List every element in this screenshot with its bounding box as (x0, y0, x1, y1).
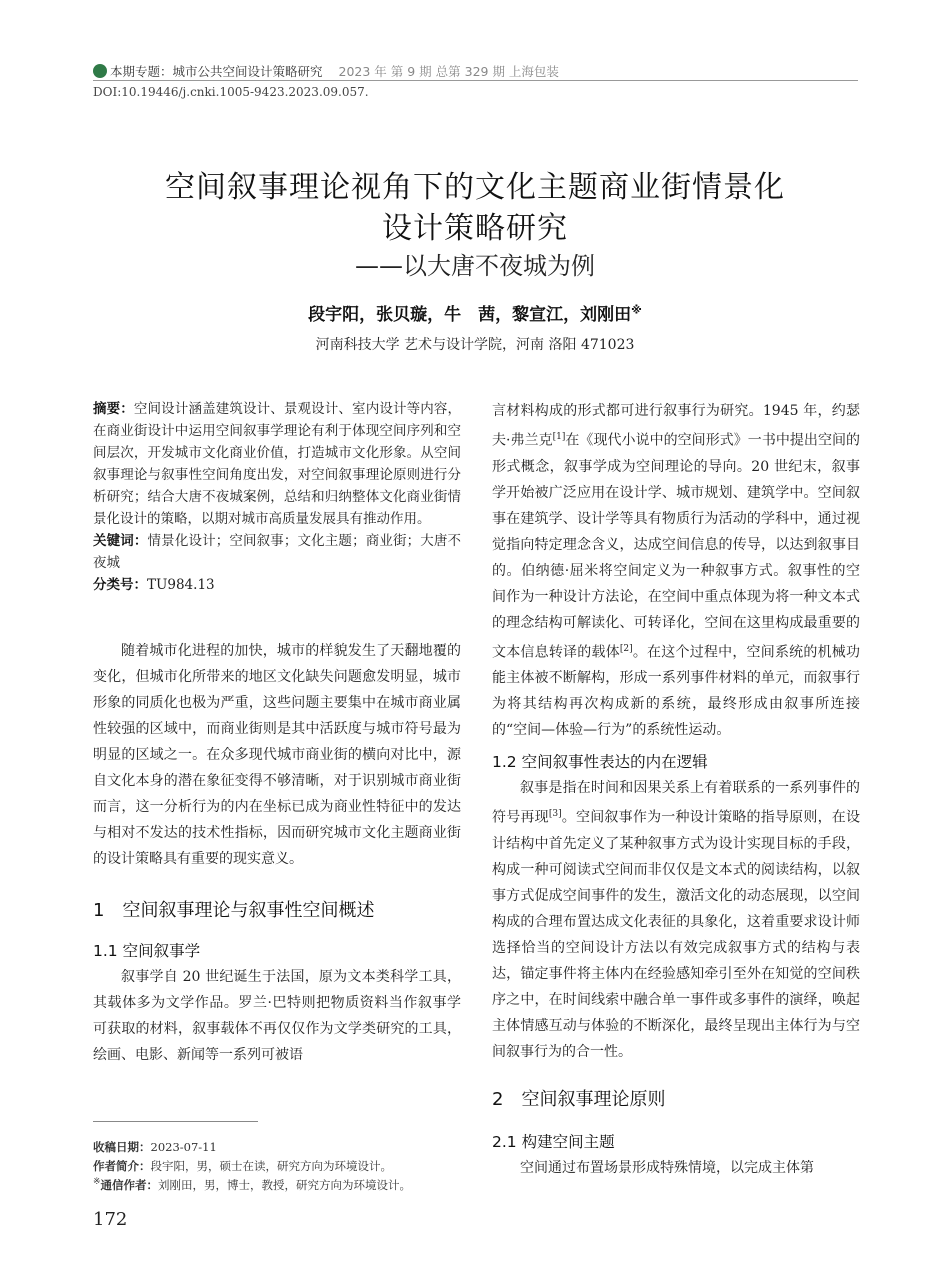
section-2-1-heading: 2.1 构建空间主题 (492, 1132, 615, 1151)
section-1-2-paragraph (492, 775, 860, 1065)
author-bio-label: 作者简介： (93, 1159, 151, 1173)
text-run: 叙事是指在时间和因果关系上有着联系的一系列事件的符号再现 (492, 780, 860, 826)
footnote-corresponding (93, 1177, 411, 1193)
doi: DOI:10.19446/j.cnki.1005-9423.2023.09.057. (93, 85, 369, 99)
text-run: 言材料构成的形式都可进行叙事行为研究。1945 年，约瑟夫·弗兰克 (492, 403, 860, 449)
title-line-1: 空间叙事理论视角下的文化主题商业街情景化 (165, 170, 785, 205)
corresponding-mark: ※ (631, 303, 642, 317)
classification-code: TU984.13 (147, 577, 215, 593)
page-number: 172 (93, 1209, 128, 1230)
right-column (492, 398, 860, 1181)
footnote-received (93, 1139, 217, 1155)
affiliation: 河南科技大学 艺术与设计学院，河南 洛阳 471023 (315, 337, 635, 353)
citation-2: [2] (619, 643, 633, 654)
abstract-text: 空间设计涵盖建筑设计、景观设计、室内设计等内容，在商业街设计中运用空间叙事学理论有利于体现空间序列和空间层次，开发城市文化商业价值，打造城市文化形象。从空间叙事理论与叙事性空间角度出发，对空间叙事理论原则进行分析研究；结合大唐不夜城案例，总结和归纳整体文化商业街情景化设计的策略，以期对城市高质量发展具有推动作用。 (93, 401, 462, 527)
corresponding-footnote-mark: ※ (93, 1177, 101, 1188)
section-1-2-heading: 1.2 空间叙事性表达的内在逻辑 (492, 753, 708, 772)
running-header (93, 62, 858, 82)
received-label: 收稿日期： (93, 1140, 151, 1154)
corresponding-label: 通信作者： (100, 1178, 159, 1192)
keywords (93, 530, 461, 574)
footnote-divider (93, 1121, 258, 1122)
corresponding-author: 刘刚田，男，博士，教授，研究方向为环境设计。 (158, 1178, 412, 1192)
classification (93, 574, 461, 596)
text-run: 在《现代小说中的空间形式》一书中提出空间的形式概念，叙事学成为空间理论的导向。20 世纪末，叙事学开始被广泛应用在设计学、城市规划、建筑学中。空间叙事在建筑学、设计学等具有物质行为活动的学科中，通过视觉指向特定理念含义，达成空间信息的传导，以达到叙事目的。伯纳德·屈米将空间定义为一种叙事方式。叙事性的空间作为一种设计方法论，在空间中重点体现为将一种文本式的理念结构可解读化、可转译化，空间在这里构成最重要的文本信息转译的载体 (492, 432, 861, 661)
journal-logo-icon (93, 64, 107, 78)
citation-1: [1] (552, 432, 566, 442)
citation-3: [3] (548, 809, 562, 820)
keywords-text: 情景化设计；空间叙事；文化主题；商业街；大唐不夜城 (93, 533, 462, 571)
received-date: 2023-07-11 (150, 1140, 217, 1154)
text-run: 。空间叙事作为一种设计策略的指导原则，在设计结构中首先定义了某种叙事方式为设计实现目标的手段，构成一种可阅读式空间而非仅仅是文本式的阅读结构，以叙事方式促成空间事件的发生，激活文化的动态展现，以空间构成的合理布置达成文化表征的具象化，这着重要求设计师选择恰当的空间设计方法以有效完成叙事方式的结构与表达，锚定事件将主体内在经验感知牵引至外在知觉的空间秩序之中，在时间线索中融合单一事件或多事件的演绎，唤起主体情感互动与体验的不断深化，最终呈现出主体行为与空间叙事行为的合一性。 (492, 809, 861, 1060)
section-2-1-paragraph: 空间通过布置场景形成特殊情境，以完成主体第 (520, 1159, 814, 1176)
header-topic: 本期专题：城市公共空间设计策略研究 (110, 64, 323, 79)
section-1-1-heading: 1.1 空间叙事学 (93, 942, 201, 960)
authors (60, 300, 890, 325)
footnote-author (93, 1158, 392, 1174)
abstract-label: 摘要： (93, 401, 134, 417)
abstract (93, 398, 461, 530)
subtitle: ——以大唐不夜城为例 (355, 252, 595, 280)
keywords-label: 关键词： (93, 533, 148, 549)
header-divider (93, 80, 858, 81)
title-line-2: 设计策略研究 (382, 211, 568, 246)
section-1-1-paragraph: 叙事学自 20 世纪诞生于法国，原为文本类科学工具，其载体多为文学作品。罗兰·巴特则把物质资料当作叙事学可获取的材料，叙事载体不再仅仅作为文学类研究的工具，绘画、电影、新闻等一系列可被语 (93, 969, 461, 1063)
section-1-heading: 1 空间叙事理论与叙事性空间概述 (93, 900, 375, 921)
header-issue: 2023 年 第 9 期 总第 329 期 上海包装 (338, 64, 559, 79)
classification-label: 分类号： (93, 577, 147, 593)
author-list: 段宇阳，张贝璇，牛 茜，黎宣江，刘刚田 (308, 305, 632, 325)
author-bio: 段宇阳，男，硕士在读，研究方向为环境设计。 (150, 1159, 392, 1173)
section-2-heading: 2 空间叙事理论原则 (492, 1088, 666, 1110)
intro-paragraph: 随着城市化进程的加快，城市的样貌发生了天翻地覆的变化，但城市化所带来的地区文化缺失问题愈发明显，城市形象的同质化也极为严重，这些问题主要集中在城市商业属性较强的区域中，而商业街则是其中活跃度与城市符号最为明显的区域之一。在众多现代城市商业街的横向对比中，源自文化本身的潜在象征变得不够清晰，对于识别城市商业街而言，这一分析行为的内在坐标已成为商业性特征中的发达与相对不发达的技术性指标，因而研究城市文化主题商业街的设计策略具有重要的现实意义。 (93, 643, 461, 867)
text-run: 。在这个过程中，空间系统的机械功能主体被不断解构，形成一系列事件材料的单元，而叙事行为将其结构再次构成新的系统，最终形成由叙事所连接的“空间—体验—行为”的系统性运动。 (492, 644, 860, 739)
left-column (93, 398, 461, 1068)
section-1-1-continued (492, 398, 860, 743)
